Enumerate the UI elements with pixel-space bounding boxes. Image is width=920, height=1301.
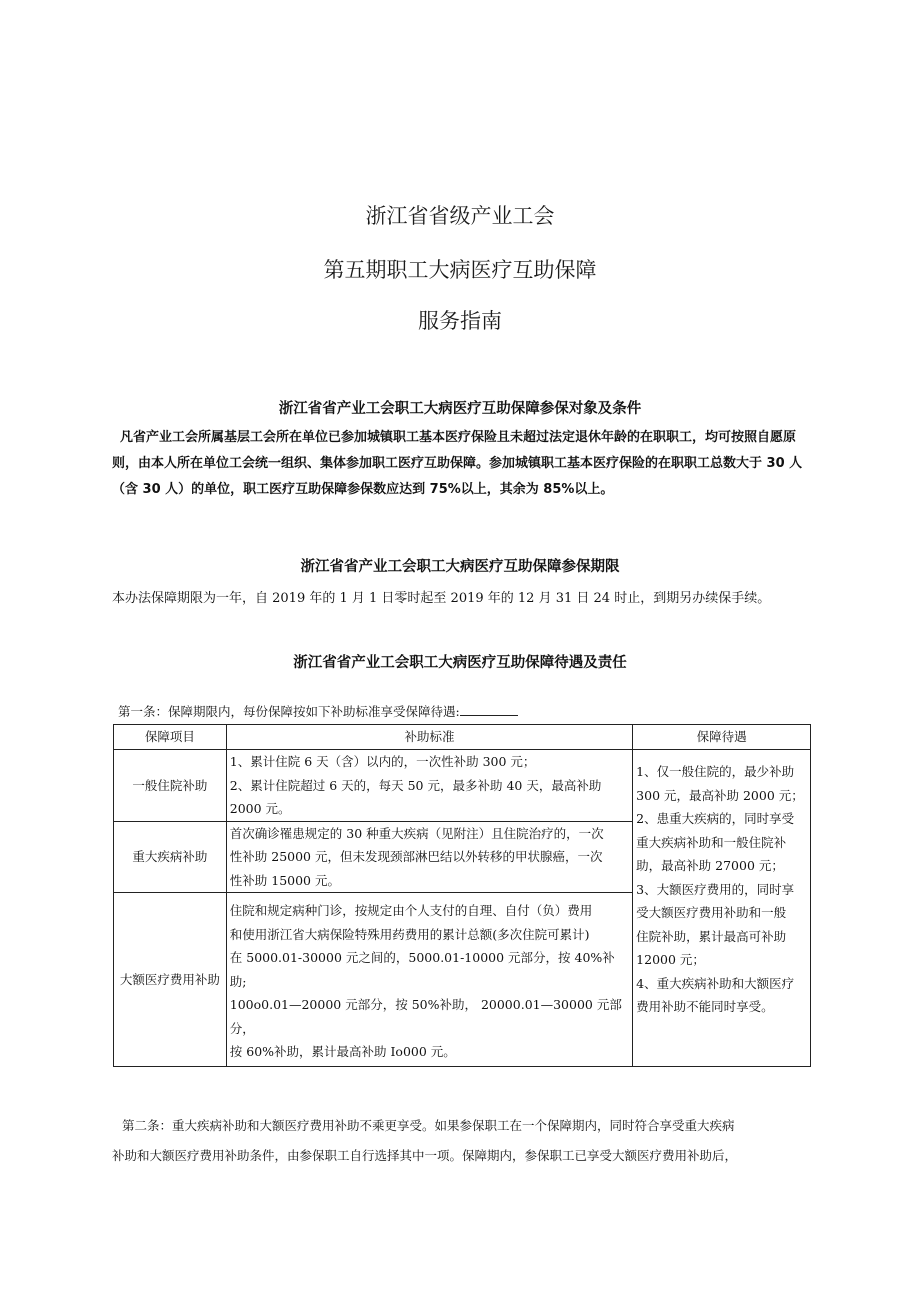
row1-standard-line: 2、累计住院超过 6 天的，每天 50 元，最多补助 40 天，最高补助: [229, 777, 602, 793]
row2-standard-line: 性补助 25000 元，但未发现颈部淋巴结以外转移的甲状腺癌，一次: [229, 849, 603, 864]
clause2-line: 补助和大额医疗费用补助条件，由参保职工自行选择其中一项。保障期内，参保职工已享受大额医疗费用补助后，: [112, 1148, 738, 1163]
doc-title-line2: 第五期职工大病医疗互助保障: [323, 258, 597, 282]
row1-item: 一般住院补助: [114, 750, 227, 822]
clause1-intro: [118, 699, 818, 725]
row1-standard: [226, 750, 632, 822]
row2-standard-line: 首次确诊罹患规定的 30 种重大疾病（见附注）且住院治疗的，一次: [229, 825, 604, 841]
row1-standard-line: 2000 元。: [229, 801, 291, 816]
benefit-line: 300 元，最高补助 2000 元；: [636, 787, 804, 803]
row3-standard-line: 和使用浙江省大病保险特殊用药费用的累计总额(多次住院可累计): [229, 926, 590, 942]
row3-standard-line: 100o0.01—20000 元部分，按 50%补助， 20000.01—30000 元部分，: [229, 997, 622, 1036]
row3-item: 大额医疗费用补助: [114, 893, 227, 1067]
clause1-intro-text: 第一条：保障期限内，每份保障按如下补助标准享受保障待遇:: [118, 704, 460, 719]
doc-title-line3: 服务指南: [418, 309, 502, 333]
benefit-line: 4、重大疾病补助和大额医疗: [636, 975, 795, 991]
row2-standard: [226, 821, 632, 893]
row2-item: 重大疾病补助: [114, 821, 227, 893]
row1-standard-line: 1、累计住院 6 天（含）以内的，一次性补助 300 元；: [229, 754, 536, 769]
clause2: [112, 1111, 816, 1171]
header-standard: 补助标准: [226, 725, 632, 750]
benefit-line: 重大疾病补助和一般住院补: [636, 834, 787, 850]
section3-heading: 浙江省省产业工会职工大病医疗互助保障待遇及责任: [293, 655, 627, 671]
benefit-line: 2、患重大疾病的，同时享受: [636, 811, 795, 826]
benefit-line: 12000 元；: [636, 952, 705, 967]
benefit-table: [113, 724, 811, 1067]
header-benefit: 保障待遇: [633, 725, 811, 750]
benefit-line: 3、大额医疗费用的，同时享: [636, 881, 795, 897]
doc-title-line1: 浙江省省级产业工会: [365, 204, 555, 228]
blank-underline: [460, 703, 518, 716]
benefit-line: 受大额医疗费用补助和一般: [636, 905, 787, 920]
row3-standard-line: 住院和规定病种门诊，按规定由个人支付的自理、自付（负）费用: [229, 903, 593, 918]
row3-standard-line: 在 5000.01-30000 元之间的，5000.01-10000 元部分，按 40%补助;: [229, 950, 615, 989]
section1-heading: 浙江省省产业工会职工大病医疗互助保障参保对象及条件: [278, 401, 642, 417]
table-row: [114, 750, 811, 822]
table-header-row: [114, 725, 811, 750]
row3-standard-line: 按 60%补助，累计最高补助 Io000 元。: [229, 1044, 456, 1059]
section2-text: 本办法保障期限为一年，自 2019 年的 1 月 1 日零时起至 2019 年的 12 月 31 日 24 时止，到期另办续保手续。: [112, 591, 771, 606]
benefit-cell: [633, 750, 811, 1067]
benefit-line: 1、仅一般住院的，最少补助: [636, 764, 795, 779]
clause2-line: 第二条：重大疾病补助和大额医疗费用补助不乘更享受。如果参保职工在一个保障期内，同时符合享受重大疾病: [122, 1118, 735, 1133]
benefit-line: 助，最高补助 27000 元；: [636, 858, 784, 873]
header-item: 保障项目: [114, 725, 227, 750]
row2-standard-line: 性补助 15000 元。: [229, 872, 340, 888]
benefit-line: 费用补助不能同时享受。: [636, 999, 774, 1014]
section1-text: 凡省产业工会所属基层工会所在单位已参加城镇职工基本医疗保险且未超过法定退休年龄的在职职工，均可按照自愿原则，由本人所在单位工会统一组织、集体参加职工医疗互助保障。参加城镇职工基本医疗保险的在职职工总数大于 30 人（含 30 人）的单位，职工医疗互助保障参保数应达到 75%以上，其余为 85%以上。: [112, 430, 803, 497]
benefit-line: 住院补助，累计最高可补助: [636, 928, 787, 944]
row3-standard: [226, 893, 632, 1067]
section2-heading: 浙江省省产业工会职工大病医疗互助保障参保期限: [300, 559, 620, 575]
